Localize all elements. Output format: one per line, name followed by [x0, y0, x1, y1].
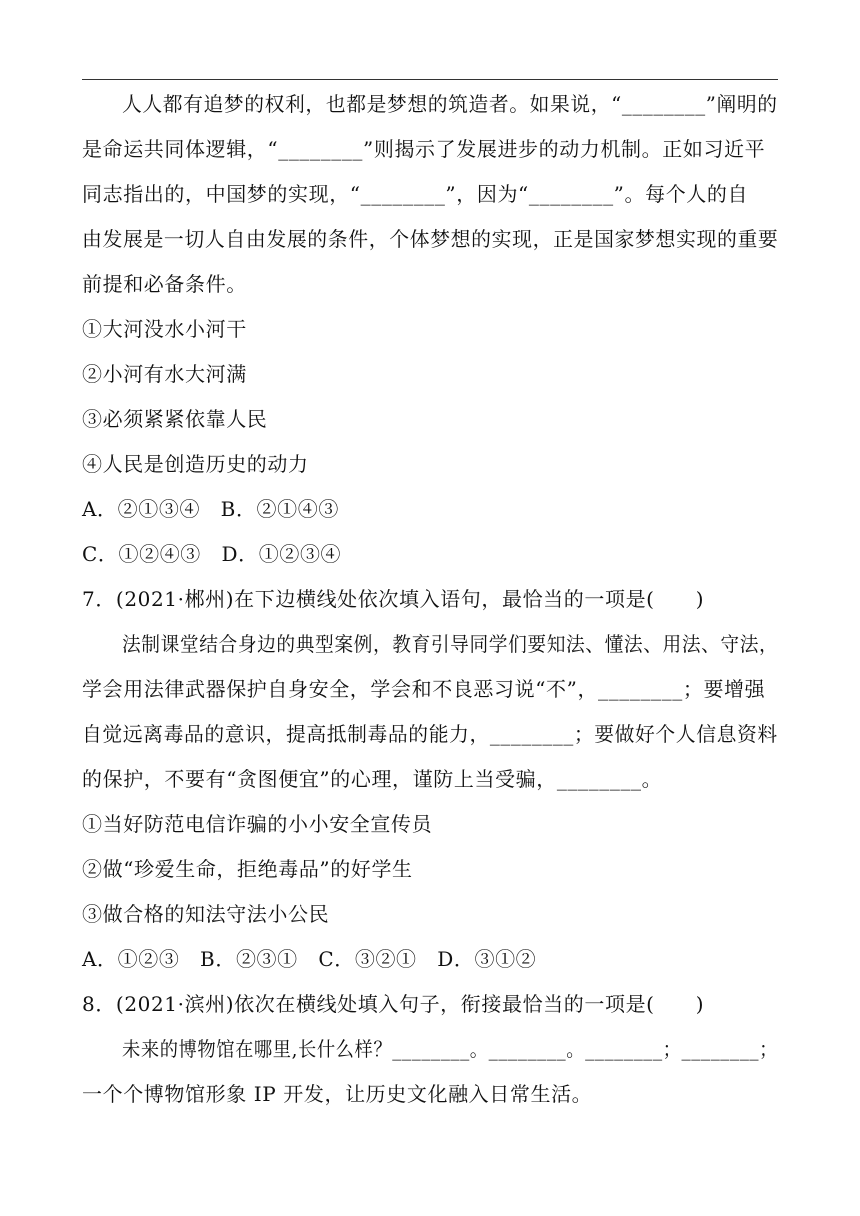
sentence-item: ①当好防范电信诈骗的小小安全宣传员	[82, 812, 433, 836]
passage-line: 自觉远离毒品的意识，提高抵制毒品的能力，________；要做好个人信息资料	[82, 722, 778, 746]
passage-line: 一个个博物馆形象 IP 开发，让历史文化融入日常生活。	[82, 1082, 593, 1106]
answer-options: A．①②③ B．②③① C．③②① D．③①②	[82, 947, 537, 971]
passage-line: 前提和必备条件。	[82, 272, 247, 296]
answer-options: C．①②④③ D．①②③④	[82, 542, 342, 566]
answer-options: A．②①③④ B．②①④③	[82, 497, 339, 521]
passage-line: 的保护，不要有“贪图便宜”的心理，谨防上当受骗，________。	[82, 767, 663, 791]
passage-line: 学会用法律武器保护自身安全，学会和不良恶习说“不”，________；要增强	[82, 677, 766, 701]
passage-line: 人人都有追梦的权利，也都是梦想的筑造者。如果说，“________”阐明的	[122, 92, 778, 116]
passage-line: 法制课堂结合身边的典型案例，教育引导同学们要知法、懂法、用法、守法，	[122, 632, 779, 656]
header-rule	[82, 79, 778, 80]
sentence-item: ①大河没水小河干	[82, 317, 247, 341]
passage-line: 是命运共同体逻辑，“________”则揭示了发展进步的动力机制。正如习近平	[82, 137, 766, 161]
passage-line: 同志指出的，中国梦的实现，“________”，因为“________”。每个人的自	[82, 182, 749, 206]
passage-line: 由发展是一切人自由发展的条件，个体梦想的实现，正是国家梦想实现的重要	[82, 227, 779, 251]
question-stem: 7．(2021·郴州)在下边横线处依次填入语句，最恰当的一项是( )	[82, 587, 705, 611]
sentence-item: ④人民是创造历史的动力	[82, 452, 309, 476]
sentence-item: ②做“珍爱生命，拒绝毒品”的好学生	[82, 857, 413, 881]
sentence-item: ③做合格的知法守法小公民	[82, 902, 330, 926]
sentence-item: ②小河有水大河满	[82, 362, 247, 386]
question-stem: 8．(2021·滨州)依次在横线处填入句子，衔接最恰当的一项是( )	[82, 992, 705, 1016]
passage-line: 未来的博物馆在哪里,长什么样？________。________。________；________；	[122, 1037, 778, 1061]
sentence-item: ③必须紧紧依靠人民	[82, 407, 268, 431]
